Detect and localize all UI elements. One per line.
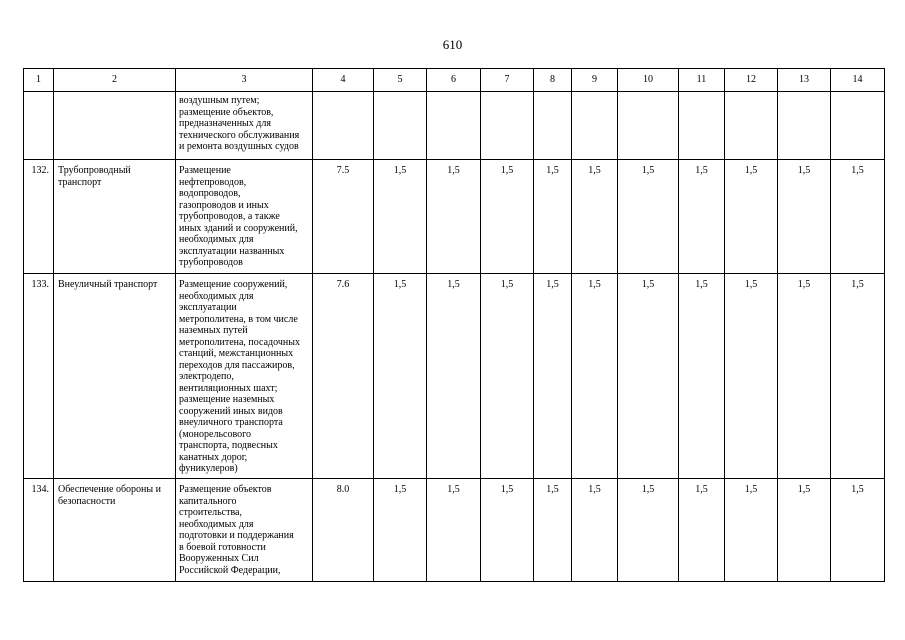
row-value: 1,5 <box>572 274 618 479</box>
column-header: 9 <box>572 69 618 92</box>
column-header: 14 <box>831 69 885 92</box>
row-value: 1,5 <box>778 479 831 582</box>
row-value: 1,5 <box>725 160 778 274</box>
row-value: 1,5 <box>679 160 725 274</box>
row-code <box>313 92 374 160</box>
row-value <box>618 92 679 160</box>
row-value: 1,5 <box>374 479 427 582</box>
row-value: 1,5 <box>534 479 572 582</box>
row-code: 7.6 <box>313 274 374 479</box>
row-description: Размещение объектов капитального строительства, необходимых для подготовки и поддержания в боевой готовности Вооруженных Сил Российской Федерации, <box>176 479 313 582</box>
row-value <box>725 92 778 160</box>
column-header: 2 <box>54 69 176 92</box>
data-table <box>23 68 885 582</box>
row-value <box>534 92 572 160</box>
column-header: 10 <box>618 69 679 92</box>
page-number: 610 <box>442 37 463 52</box>
row-value <box>481 92 534 160</box>
row-value <box>831 92 885 160</box>
row-value: 1,5 <box>831 274 885 479</box>
row-value: 1,5 <box>679 479 725 582</box>
row-name: Обеспечение обороны и безопасности <box>54 479 176 582</box>
row-value: 1,5 <box>831 160 885 274</box>
row-name: Трубопроводный транспорт <box>54 160 176 274</box>
row-value: 1,5 <box>534 160 572 274</box>
row-value <box>679 92 725 160</box>
column-header: 4 <box>313 69 374 92</box>
row-value: 1,5 <box>618 479 679 582</box>
column-header: 11 <box>679 69 725 92</box>
row-value <box>572 92 618 160</box>
column-header: 12 <box>725 69 778 92</box>
column-header: 13 <box>778 69 831 92</box>
header-row <box>24 69 885 92</box>
row-value: 1,5 <box>374 274 427 479</box>
row-value <box>374 92 427 160</box>
row-value: 1,5 <box>481 160 534 274</box>
row-value: 1,5 <box>481 479 534 582</box>
column-header: 3 <box>176 69 313 92</box>
column-header: 6 <box>427 69 481 92</box>
row-value: 1,5 <box>618 160 679 274</box>
row-value: 1,5 <box>778 274 831 479</box>
row-number <box>24 92 54 160</box>
row-number: 132. <box>24 160 54 274</box>
column-header: 1 <box>24 69 54 92</box>
table-row <box>24 479 885 582</box>
table-row <box>24 160 885 274</box>
row-number: 134. <box>24 479 54 582</box>
row-description: Размещение сооружений, необходимых для эксплуатации метрополитена, в том числе наземных путей метрополитена, посадочных станций, межстанционных переходов для пассажиров, электродепо, вентиляционных шахт; размещение наземных сооружений иных видов внеуличного транспорта (монорельсового транспорта, подвесных канатных дорог, фуникулеров) <box>176 274 313 479</box>
table-row <box>24 274 885 479</box>
row-name <box>54 92 176 160</box>
row-code: 8.0 <box>313 479 374 582</box>
column-header: 7 <box>481 69 534 92</box>
row-value: 1,5 <box>572 160 618 274</box>
row-value: 1,5 <box>725 274 778 479</box>
row-description: Размещение нефтепроводов, водопроводов, газопроводов и иных трубопроводов, а также иных зданий и сооружений, необходимых для эксплуатации названных трубопроводов <box>176 160 313 274</box>
row-value: 1,5 <box>481 274 534 479</box>
row-description: воздушным путем; размещение объектов, предназначенных для технического обслуживания и ремонта воздушных судов <box>176 92 313 160</box>
row-value: 1,5 <box>427 479 481 582</box>
row-value: 1,5 <box>831 479 885 582</box>
row-name: Внеуличный транспорт <box>54 274 176 479</box>
row-number: 133. <box>24 274 54 479</box>
table-row-continuation <box>24 92 885 160</box>
row-value: 1,5 <box>778 160 831 274</box>
row-value <box>778 92 831 160</box>
row-value: 1,5 <box>679 274 725 479</box>
row-code: 7.5 <box>313 160 374 274</box>
row-value: 1,5 <box>534 274 572 479</box>
column-header: 8 <box>534 69 572 92</box>
row-value: 1,5 <box>725 479 778 582</box>
row-value: 1,5 <box>427 160 481 274</box>
row-value: 1,5 <box>572 479 618 582</box>
row-value: 1,5 <box>427 274 481 479</box>
row-value: 1,5 <box>374 160 427 274</box>
column-header: 5 <box>374 69 427 92</box>
row-value <box>427 92 481 160</box>
row-value: 1,5 <box>618 274 679 479</box>
